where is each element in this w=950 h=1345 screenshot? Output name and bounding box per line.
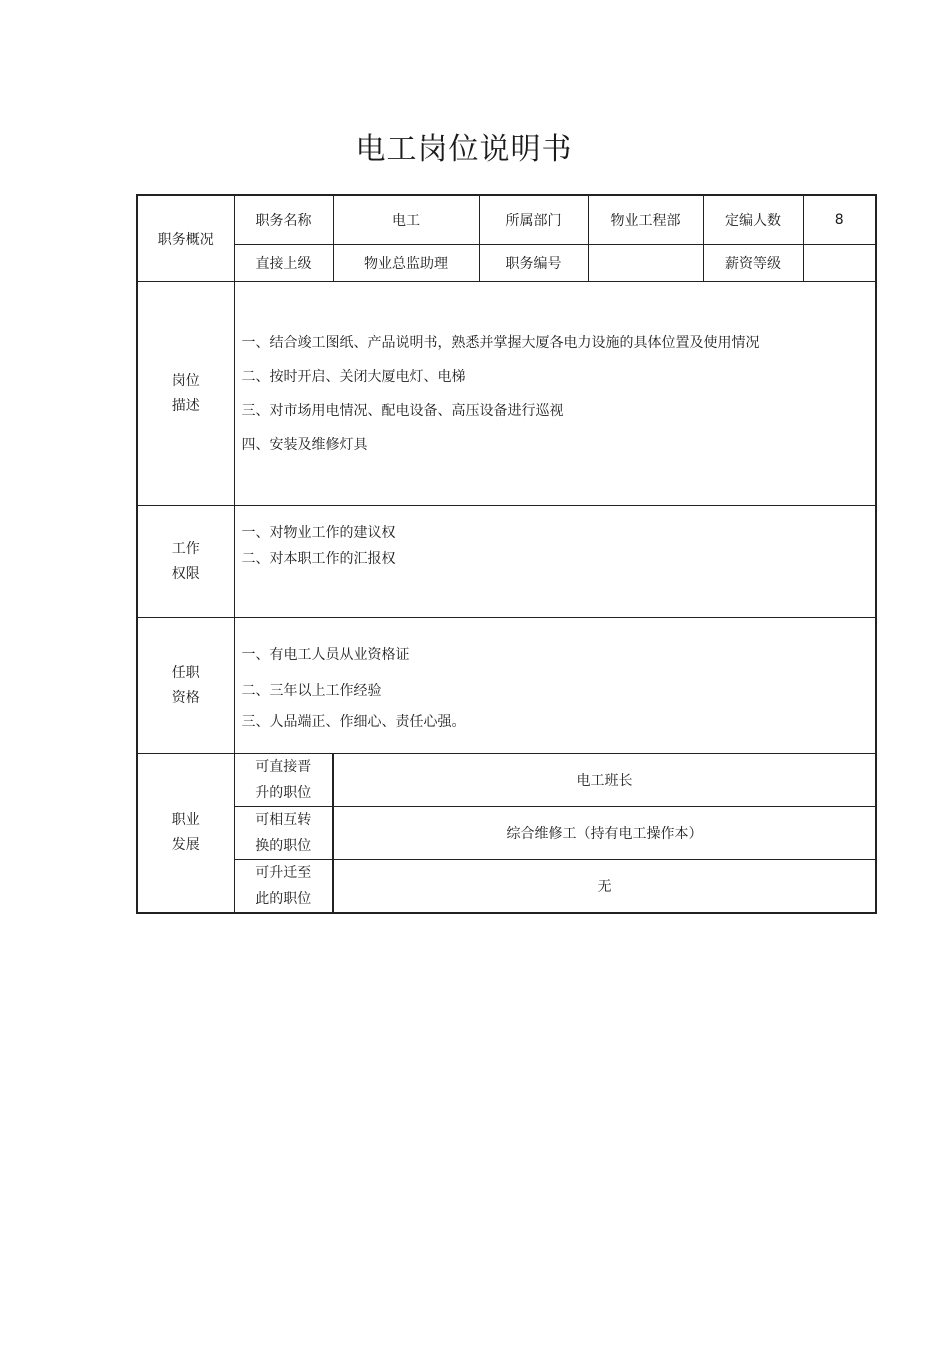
qualification-item: 三、人品端正、作细心、责任心强。 bbox=[241, 713, 466, 730]
qualification-label-line2: 资格 bbox=[171, 689, 200, 706]
description-label-line2: 描述 bbox=[171, 397, 200, 414]
career-path-label bbox=[234, 860, 333, 914]
superior-label: 直接上级 bbox=[234, 245, 333, 282]
description-item: 一、结合竣工图纸、产品说明书，熟悉并掌握大厦各电力设施的具体位置及使用情况 bbox=[241, 334, 760, 351]
authority-row bbox=[137, 506, 876, 618]
authority-label-line2: 权限 bbox=[171, 565, 200, 582]
career-path-value: 无 bbox=[333, 860, 876, 914]
description-row bbox=[137, 282, 876, 506]
headcount-label: 定编人数 bbox=[703, 195, 803, 245]
authority-label-line1: 工作 bbox=[171, 540, 200, 557]
authority-content bbox=[234, 506, 876, 618]
qualification-row bbox=[137, 618, 876, 754]
qualification-item: 二、三年以上工作经验 bbox=[241, 682, 382, 699]
career-path-value: 综合维修工（持有电工操作本） bbox=[333, 807, 876, 860]
description-item: 四、安装及维修灯具 bbox=[241, 436, 368, 453]
career-path-label-line2: 升的职位 bbox=[255, 785, 312, 801]
overview-section-label: 职务概况 bbox=[137, 195, 234, 282]
headcount-value: 8 bbox=[803, 195, 876, 245]
career-row bbox=[137, 754, 876, 807]
career-row bbox=[137, 807, 876, 860]
overview-row-2 bbox=[137, 245, 876, 282]
career-path-label-line1: 可相互转 bbox=[255, 812, 312, 828]
career-path-value: 电工班长 bbox=[333, 754, 876, 807]
career-path-label bbox=[234, 807, 333, 860]
description-label bbox=[137, 282, 234, 506]
department-label: 所属部门 bbox=[479, 195, 588, 245]
career-path-label bbox=[234, 754, 333, 807]
description-content bbox=[234, 282, 876, 506]
page-title: 电工岗位说明书 bbox=[355, 132, 573, 167]
qualification-label bbox=[137, 618, 234, 754]
career-path-label-line2: 此的职位 bbox=[255, 891, 312, 907]
career-path-label-line1: 可直接晋 bbox=[255, 759, 312, 775]
salary-grade-label: 薪资等级 bbox=[703, 245, 803, 282]
career-label bbox=[137, 754, 234, 914]
overview-row-1 bbox=[137, 195, 876, 245]
qualification-item: 一、有电工人员从业资格证 bbox=[241, 646, 410, 663]
job-name-value: 电工 bbox=[333, 195, 479, 245]
description-label-line1: 岗位 bbox=[171, 372, 200, 389]
authority-label bbox=[137, 506, 234, 618]
authority-item: 一、对物业工作的建议权 bbox=[241, 525, 396, 541]
job-code-label: 职务编号 bbox=[479, 245, 588, 282]
description-item: 二、按时开启、关闭大厦电灯、电梯 bbox=[241, 368, 466, 385]
career-path-label-line2: 换的职位 bbox=[255, 838, 312, 854]
description-item: 三、对市场用电情况、配电设备、高压设备进行巡视 bbox=[241, 402, 564, 419]
qualification-content bbox=[234, 618, 876, 754]
department-value: 物业工程部 bbox=[588, 195, 703, 245]
career-label-line2: 发展 bbox=[171, 837, 200, 853]
superior-value: 物业总监助理 bbox=[333, 245, 479, 282]
authority-item: 二、对本职工作的汇报权 bbox=[241, 551, 396, 567]
career-row bbox=[137, 860, 876, 914]
job-description-table bbox=[136, 194, 877, 914]
job-name-label: 职务名称 bbox=[234, 195, 333, 245]
job-code-value bbox=[588, 245, 703, 282]
qualification-label-line1: 任职 bbox=[171, 664, 200, 681]
salary-grade-value bbox=[803, 245, 876, 282]
career-label-line1: 职业 bbox=[171, 812, 200, 828]
career-path-label-line1: 可升迁至 bbox=[255, 865, 312, 881]
